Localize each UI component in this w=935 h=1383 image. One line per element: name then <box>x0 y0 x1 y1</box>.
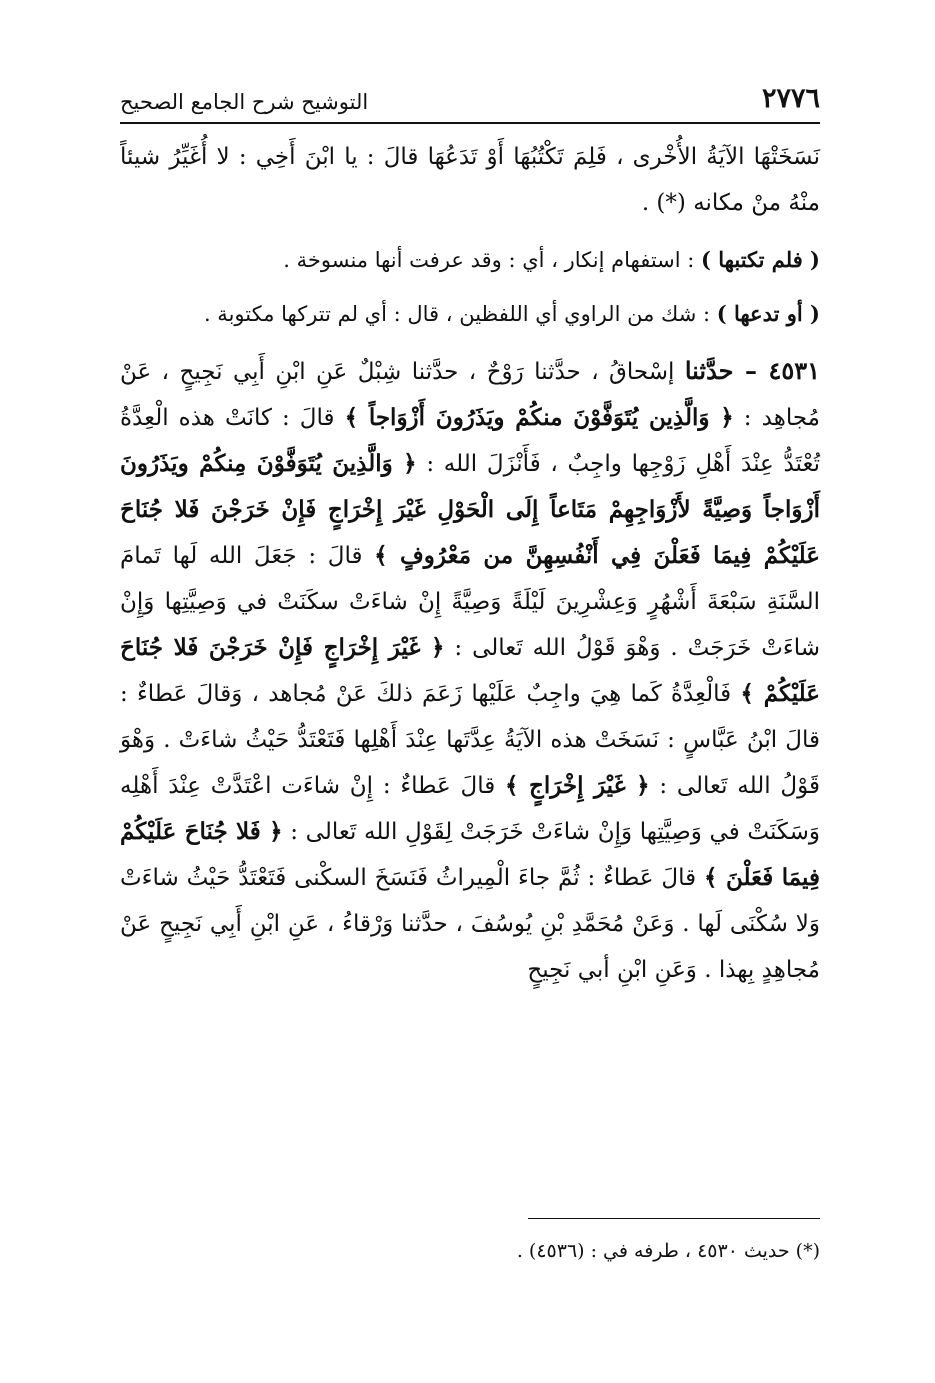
hadith-number: ٤٥٣١ – حدَّثنا <box>684 356 820 385</box>
note-1 <box>120 240 820 280</box>
top-paragraph: نَسَخَتْهَا الآيَةُ الأُخْرى ، فَلِمَ تَكْتُبُهَا أَوْ تَدَعُهَا قالَ : يا ابْنَ أَخِي : لا أُغَيِّرُ شيئاً منْهُ منْ مكانه (*) . <box>120 144 820 216</box>
quran-quote: ﴿ وَالَّذِينَ يُتَوَفَّوْنَ مِنكُمْ ويَذَرُونَ أَزْوَاجاً وَصِيَّةً لأَزْوَاجِهِمْ مَتَاعاً إِلَى الْحَوْلِ غَيْرَ إِخْرَاجٍ فَإِنْ خَرَجْنَ فَلا جُنَاحَ عَلَيْكُمْ فِيمَا فَعَلْنَ فِي أَنْفُسِهِنَّ من مَعْرُوفٍ ﴾ <box>120 450 821 569</box>
quran-quote: ﴿ غَيْرَ إِخْرَاجٍ ﴾ <box>505 772 650 799</box>
quran-quote: ﴿ وَالَّذِين يُتَوَفَّوْنَ منكُمْ ويَذَرُونَ أَزْوَاجاً ﴾ <box>344 404 734 431</box>
hadith-seg: قالَ : جَعَلَ الله لَها تَمامَ السَّنَةِ سَبْعَةَ أَشْهُرٍ وَعِشْرِينَ لَيْلَةً وَصِيَّةً إِنْ شاءَتْ سكَنَتْ في وَصِيَّتِها وَإِنْ شاءَتْ خَرَجَتْ . وَهْوَ قَوْلُ الله تَعالى : <box>120 543 820 661</box>
hadith-seg: قالَ عَطاءٌ : إِنْ شاءَت اعْتَدَّتْ عِنْدَ أَهْلِه وَسَكَنَتْ في وَصِيَّتِها وَإِنْ شاءَتْ خَرَجَتْ لِقَوْلِ الله تَعالى : <box>120 773 820 845</box>
quran-quote: ﴿ غَيْرَ إِخْرَاجٍ فَإِنْ خَرَجْنَ فَلا جُنَاحَ عَلَيْكُمْ ﴾ <box>120 634 820 707</box>
hadith-seg: قالَ : كانَتْ هذه الْعِدَّةُ تُعْتَدُّ عِنْدَ أَهْلِ زَوْجِها واجِبٌ ، فَأَنْزَلَ الله : <box>120 405 820 477</box>
hadith-text <box>120 348 820 993</box>
page-number: ٢٧٧٦ <box>761 83 820 114</box>
hadith-seg: إسْحاقُ ، حدَّثنا رَوْحٌ ، حدَّثنا شِبْلٌ عَنِ ابْنِ أَبِي نَجِيحٍ ، عَنْ مُجاهِد : <box>120 359 820 431</box>
note-2 <box>120 294 820 334</box>
note-2-text: : شك من الراوي أي اللفظين ، قال : أي لم تتركها مكتوبة . <box>203 302 717 326</box>
hadith-seg: فَالْعِدَّةُ كَما هِيَ واجِبٌ عَلَيْها زَعَمَ ذلكَ عَنْ مُجاهد ، وَقالَ عَطاءٌ : قالَ ابْنُ عَبَّاسٍ : نَسَخَتْ هذه الآيَةُ عِدَّتَها عِنْدَ أَهْلِها فَتَعْتَدُّ حَيْثُ شاءَتْ . وَهْوَ قَوْلُ الله تَعالى : <box>120 681 821 799</box>
running-title: التوشيح شرح الجامع الصحيح <box>120 90 369 114</box>
quran-quote: ﴿ فَلا جُنَاحَ عَلَيْكُمْ فِيمَا فَعَلْنَ ﴾ <box>120 818 820 891</box>
hadith-seg: قالَ عَطاءٌ : ثُمَّ جاءَ الْمِيراثُ فَنَسَخَ السكْنى فَتَعْتَدُّ حَيْثُ شاءَتْ وَلا سُكْنَى لَها . وَعَنْ مُحَمَّدِ بْنِ يُوسُفَ ، حدَّثنا وَرْقاءُ ، عَنِ ابْنِ أَبِي نَجِيحٍ عَنْ مُجاهِدٍ بِهذا . وَعَنِ ابْنِ أبي نَجِيحٍ <box>120 865 820 983</box>
note-1-text: : استفهام إنكار ، أي : وقد عرفت أنها منسوخة . <box>283 248 702 272</box>
page-header <box>120 70 820 114</box>
footnote: (*) حديث ٤٥٣٠ ، طرفه في : (٤٥٣٦) . <box>516 1240 820 1262</box>
hadith-4531 <box>120 348 820 993</box>
page-body <box>120 70 820 993</box>
note-1-label: ( فلم تكتبها ) <box>701 247 820 272</box>
footnote-rule <box>528 1218 820 1219</box>
header-rule <box>120 122 820 124</box>
note-2-label: ( أو تدعها ) <box>716 301 820 326</box>
